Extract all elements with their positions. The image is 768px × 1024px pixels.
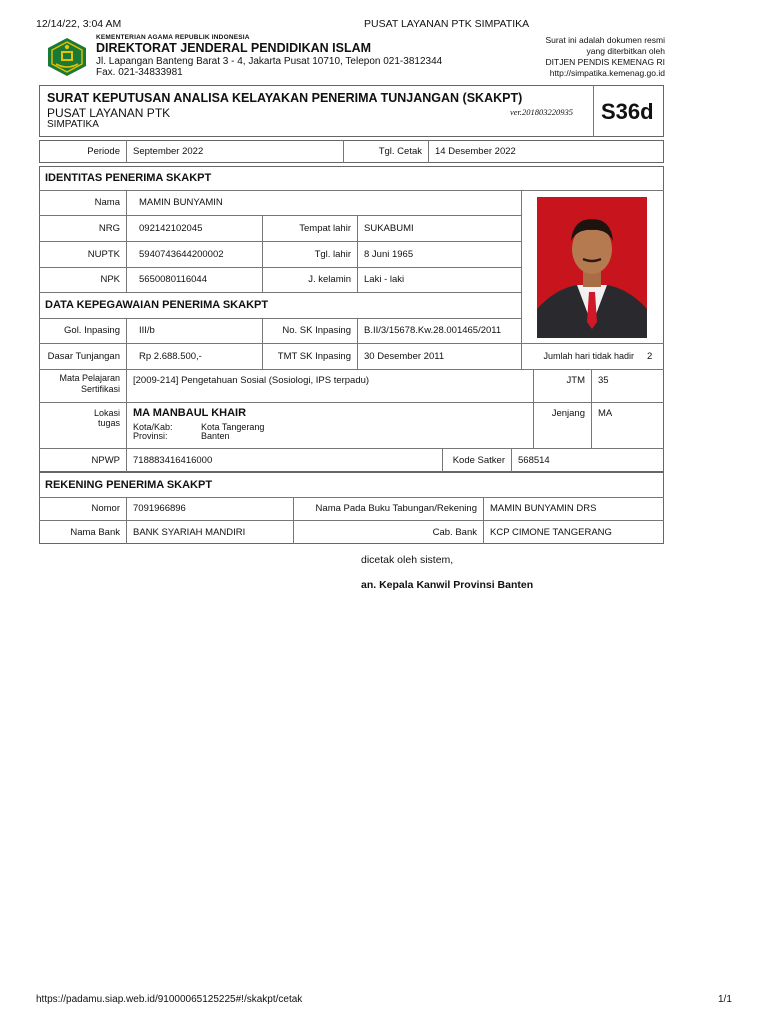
jtm-label: JTM <box>566 374 585 386</box>
identitas-heading: IDENTITAS PENERIMA SKAKPT <box>45 172 212 184</box>
kota-value: Kota Tangerang <box>201 422 265 432</box>
letterhead <box>96 34 442 79</box>
kode-satker-label: Kode Satker <box>452 454 505 466</box>
nama-bank-label: Nama Bank <box>70 526 120 538</box>
periode-value: September 2022 <box>133 146 204 157</box>
address: Jl. Lapangan Banteng Barat 3 - 4, Jakarta Pusat 10710, Telepon 021-3812344 <box>96 55 443 67</box>
nuptk-value: 5940743644200002 <box>139 248 224 260</box>
jenjang-value: MA <box>598 407 613 419</box>
periode-label: Periode <box>87 146 120 157</box>
jenis-kelamin-label: J. kelamin <box>308 274 351 285</box>
npwp-label: NPWP <box>91 454 120 466</box>
kemenag-logo-icon <box>45 37 89 77</box>
mapel-value: [2009-214] Pengetahuan Sosial (Sosiologi, IPS terpadu) <box>133 374 370 386</box>
npwp-value: 718883416416000 <box>133 454 213 466</box>
tgl-cetak-label: Tgl. Cetak <box>378 146 422 157</box>
dasar-tunjangan-value: Rp 2.688.500,- <box>139 350 202 362</box>
print-page-number: 1/1 <box>718 994 732 1005</box>
note-line-4: http://simpatika.kemenag.go.id <box>549 68 665 78</box>
tmt-sk-value: 30 Desember 2011 <box>364 350 445 362</box>
printed-by-system: dicetak oleh sistem, <box>361 554 454 566</box>
directorate-name: DIREKTORAT JENDERAL PENDIDIKAN ISLAM <box>96 41 372 56</box>
ministry-name: KEMENTERIAN AGAMA REPUBLIK INDONESIA <box>96 34 250 41</box>
nama-label: Nama <box>94 197 120 208</box>
dasar-tunjangan-label: Dasar Tunjangan <box>47 350 120 362</box>
npk-value: 5650080116044 <box>139 274 207 285</box>
no-sk-inpasing-value: B.II/3/15678.Kw.28.001465/2011 <box>364 325 502 336</box>
tgl-lahir-value: 8 Juni 1965 <box>364 248 414 260</box>
document-app-name: SIMPATIKA <box>47 119 99 130</box>
document-title: SURAT KEPUTUSAN ANALISA KELAYAKAN PENERIMA TUNJANGAN (SKAKPT) <box>47 91 523 105</box>
nrg-label: NRG <box>98 222 120 234</box>
document-subtitle: PUSAT LAYANAN PTK <box>47 106 171 120</box>
fax: Fax. 021-34833981 <box>96 67 183 79</box>
lokasi-label-1: Lokasi <box>93 408 120 418</box>
nomor-rekening-label: Nomor <box>91 503 120 514</box>
kode-satker-value: 568514 <box>518 454 550 466</box>
nama-buku-label: Nama Pada Buku Tabungan/Rekening <box>315 503 477 514</box>
nomor-rekening-value: 7091966896 <box>133 503 186 514</box>
signatory: an. Kepala Kanwil Provinsi Banten <box>361 579 534 591</box>
mapel-label-1: Mata Pelajaran <box>59 372 120 383</box>
provinsi-value: Banten <box>201 431 230 441</box>
print-page-title: PUSAT LAYANAN PTK SIMPATIKA <box>364 18 530 30</box>
tempat-lahir-value: SUKABUMI <box>364 222 414 234</box>
gol-inpasing-value: III/b <box>139 325 155 336</box>
madrasah-name: MA MANBAUL KHAIR <box>133 407 247 419</box>
nrg-value: 092142102045 <box>139 222 203 234</box>
note-line-1: Surat ini adalah dokumen resmi <box>545 35 665 45</box>
npk-label: NPK <box>100 274 120 285</box>
document-version: ver.201803220935 <box>510 107 574 117</box>
hari-tidak-hadir-value: 2 <box>647 350 653 362</box>
print-datetime: 12/14/22, 3:04 AM <box>36 18 122 30</box>
rekening-heading: REKENING PENERIMA SKAKPT <box>45 478 213 491</box>
kepegawaian-heading: DATA KEPEGAWAIAN PENERIMA SKAKPT <box>45 299 269 311</box>
note-line-3: DITJEN PENDIS KEMENAG RI <box>545 57 665 67</box>
gol-inpasing-label: Gol. Inpasing <box>64 325 120 336</box>
nuptk-label: NUPTK <box>87 248 120 260</box>
tempat-lahir-label: Tempat lahir <box>299 222 351 234</box>
print-url: https://padamu.siap.web.id/91000065125225#!/skakpt/cetak <box>36 994 303 1005</box>
nama-buku-value: MAMIN BUNYAMIN DRS <box>490 503 597 514</box>
cabang-bank-value: KCP CIMONE TANGERANG <box>490 526 612 538</box>
note-line-2: yang diterbitkan oleh <box>586 46 665 56</box>
jenjang-label: Jenjang <box>551 407 585 419</box>
cabang-bank-label: Cab. Bank <box>432 526 477 538</box>
kota-label: Kota/Kab: <box>133 422 173 432</box>
nama-value: MAMIN BUNYAMIN <box>139 197 223 208</box>
jenis-kelamin-value: Laki - laki <box>364 274 405 285</box>
hari-tidak-hadir-label: Jumlah hari tidak hadir <box>543 351 634 361</box>
lokasi-label-2: tugas <box>97 418 120 428</box>
nama-bank-value: BANK SYARIAH MANDIRI <box>133 526 246 538</box>
tmt-sk-label: TMT SK Inpasing <box>277 350 351 362</box>
recipient-photo <box>537 197 647 338</box>
mapel-label-2: Sertifikasi <box>80 383 120 394</box>
jtm-value: 35 <box>598 374 609 386</box>
no-sk-inpasing-label: No. SK Inpasing <box>282 325 351 336</box>
document-code: S36d <box>601 99 654 124</box>
provinsi-label: Provinsi: <box>133 431 168 441</box>
tgl-cetak-value: 14 Desember 2022 <box>435 146 516 157</box>
tgl-lahir-label: Tgl. lahir <box>314 248 351 260</box>
